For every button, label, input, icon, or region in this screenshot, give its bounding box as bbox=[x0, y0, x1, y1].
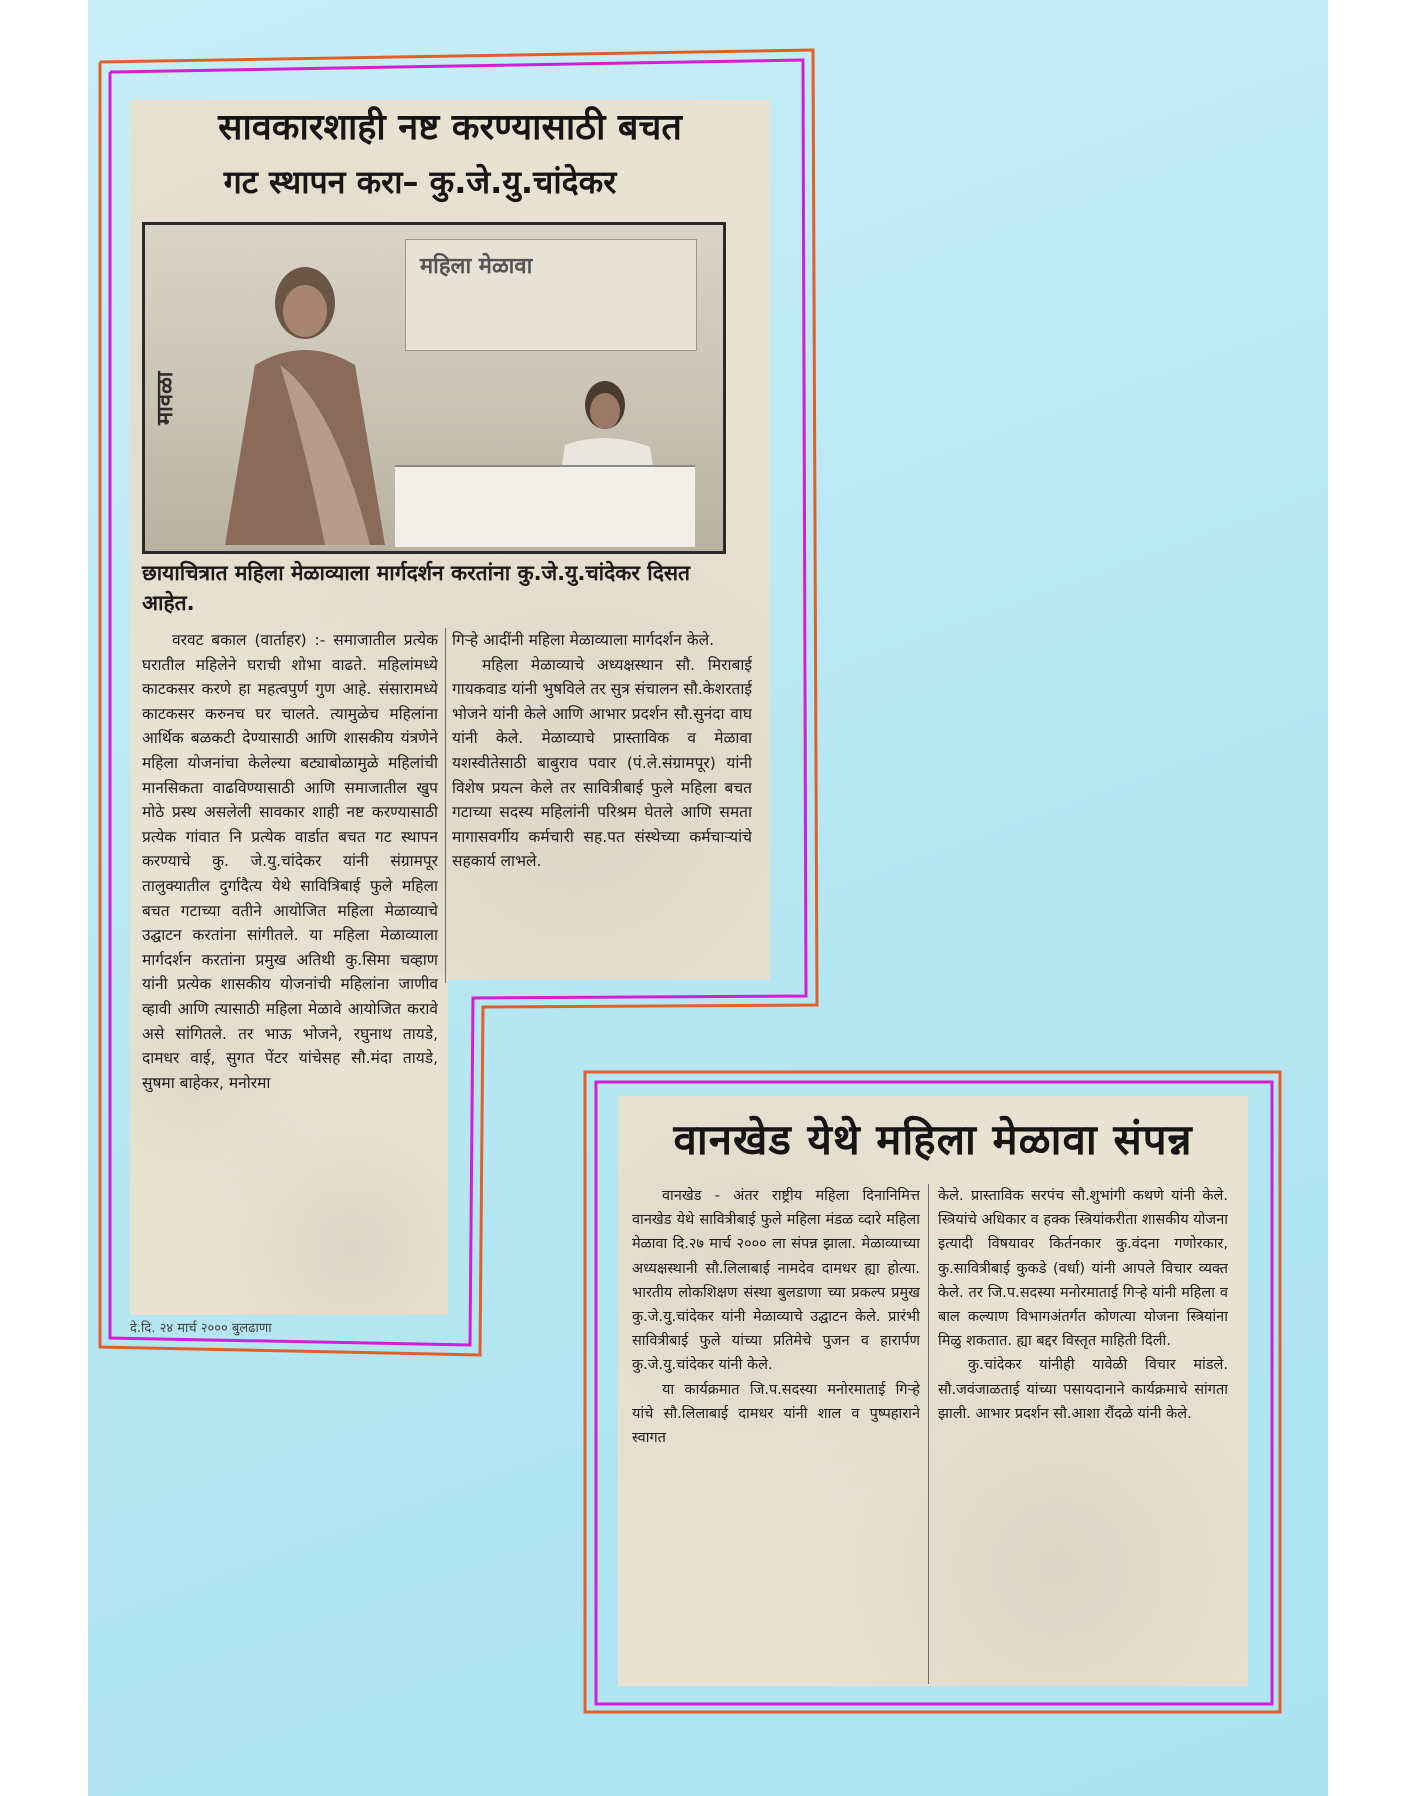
clipping2-column1-p1: वानखेड - अंतर राष्ट्रीय महिला दिनानिमित्त वानखेड येथे सावित्रीबाई फुले महिला मंडळ व्दारे महिला मेळावा दि.२७ मार्च २००० ला संपन्न झाला. मेळाव्याच्या अध्यक्षस्थानी सौ.लिलाबाई नामदेव दामधर ह्या होत्या. भारतीय लोकशिक्षण संस्था बुलडाणा च्या प्रकल्प प्रमुख कु.जे.यु.चांदेकर यांनी मेळाव्याचे उद्घाटन केले. प्रारंभी सावित्रीबाई फुले यांच्या प्रतिमेचे पुजन व हारार्पण कु.जे.यु.चांदेकर यांनी केले. bbox=[632, 1188, 920, 1374]
clipping1-column1-text: वरवट बकाल (वार्ताहर) :- समाजातील प्रत्येक घरातील महिलेने घराची शोभा वाढते. महिलांमध्ये काटकसर करणे हा महत्वपुर्ण गुण आहे. संसारामध्ये काटकसर करुनच घर चालते. त्यामुळेच महिलांना आर्थिक बळकटी देण्यासाठी आणि शासकीय यंत्रणेने महिला योजनांचा केलेल्या बट्याबोळामुळे महिलांची मानसिकता वाढविण्यासाठी आणि समाजातील खुप मोठे प्रस्थ असलेली सावकार शाही नष्ट करण्यासाठी प्रत्येक गांवात नि प्रत्येक वार्डात बचत गट स्थापन करण्याचे कु. जे.यु.चांदेकर यांनी संग्रामपूर तालुक्यातील दुर्गादैत्य येथे सावित्रिबाई फुले महिला बचत गटाच्या वतीने आयोजित महिला मेळाव्याचे उद्घाटन करतांना सांगीतले. या महिला मेळाव्याला मार्गदर्शन करतांना प्रमुख अतिथी कु.सिमा चव्हाण यांनी प्रत्येक शासकीय योजनांची महिलांना जाणीव व्हावी आणि त्यासाठी महिला मेळावे आयोजित करावे असे सांगितले. तर भाऊ भोजने, रघुनाथ तायडे, दामधर वाई, सुगत पेंटर यांचेसह सौ.मंदा तायडे, सुषमा बाहेकर, मनोरमा bbox=[142, 631, 438, 1092]
photo-banner bbox=[405, 239, 697, 351]
clipping1-column1 bbox=[142, 628, 438, 1316]
clipping1-photo bbox=[142, 222, 726, 554]
clipping2-column2 bbox=[938, 1184, 1228, 1554]
clipping1-column2-p2: महिला मेळाव्याचे अध्यक्षस्थान सौ. मिराबाई गायकवाड यांनी भुषविले तर सुत्र संचालन सौ.केशरताई भोजने यांनी केले आणि आभार प्रदर्शन सौ.सुनंदा वाघ यांनी केले. मेळाव्याचे प्रास्ताविक व मेळावा यशस्वीतेसाठी बाबुराव पवार (पं.ले.संग्रामपूर) यांनी विशेष प्रयत्न केले तर सावित्रीबाई फुले महिला बचत गटाच्या सदस्य महिलांनी परिश्रम घेतले आणि समता मागासवर्गीय कर्मचारी सह.पत संस्थेच्या कर्मचाऱ्यांचे सहकार्य लाभले. bbox=[452, 655, 752, 871]
clipping1-photo-caption: छायाचित्रात महिला मेळाव्याला मार्गदर्शन करतांना कु.जे.यु.चांदेकर दिसत आहेत. bbox=[142, 561, 691, 615]
clipping1-column2 bbox=[452, 628, 752, 982]
clipping2-column2-p2: कु.चांदेकर यांनीही यावेळी विचार मांडले. सौ.जवंजाळताई यांच्या पसायदानाने कार्यक्रमाचे सांगता झाली. आभार प्रदर्शन सौ.आशा रौंदळे यांनी केले. bbox=[938, 1357, 1228, 1422]
clipping2-column1 bbox=[632, 1184, 920, 1554]
photo-banner-text: महिला मेळावा bbox=[420, 254, 533, 279]
photo-table bbox=[395, 465, 695, 547]
clipping1-headline-line2: गट स्थापन करा– कु.जे.यु.चांदेकर bbox=[223, 163, 617, 201]
clipping1-footer: दे.दि. २४ मार्च २००० बुलढाणा bbox=[130, 1321, 272, 1336]
clipping2-headline: वानखेड येथे महिला मेळावा संपन्न bbox=[673, 1115, 1193, 1164]
clipping2-column2-p1: केले. प्रास्ताविक सरपंच सौ.शुभांगी कथणे यांनी केले. स्त्रियांचे अधिकार व हक्क स्त्रियांकरीता शासकीय योजना इत्यादी विषयावर किर्तनकार कु.वंदना गणोरकार, कु.सावित्रीबाई कुकडे (वर्धा) यांनी आपले विचार व्यक्त केले. तर जि.प.सदस्या मनोरमाताई गिऱ्हे यांनी महिला व बाल कल्याण विभागअंतर्गत कोणत्या योजना स्त्रियांना मिळु शकतात. ह्या बद्दर विस्तृत माहिती दिली. bbox=[938, 1188, 1228, 1350]
clipping2-column-rule bbox=[928, 1184, 929, 1684]
clipping1-column2-p1: गिऱ्हे आदींनी महिला मेळाव्याला मार्गदर्शन केले. bbox=[452, 631, 715, 649]
clipping1-headline-line1: सावकारशाही नष्ट करण्यासाठी बचत bbox=[218, 107, 682, 148]
clipping1-column-rule bbox=[445, 628, 446, 983]
clipping2-column1-p2: या कार्यक्रमात जि.प.सदस्या मनोरमाताई गिऱ्हे यांचे सौ.लिलाबाई दामधर यांनी शाल व पुष्पहाराने स्वागत bbox=[632, 1381, 920, 1447]
photo-side-label: मावळा bbox=[153, 371, 178, 425]
